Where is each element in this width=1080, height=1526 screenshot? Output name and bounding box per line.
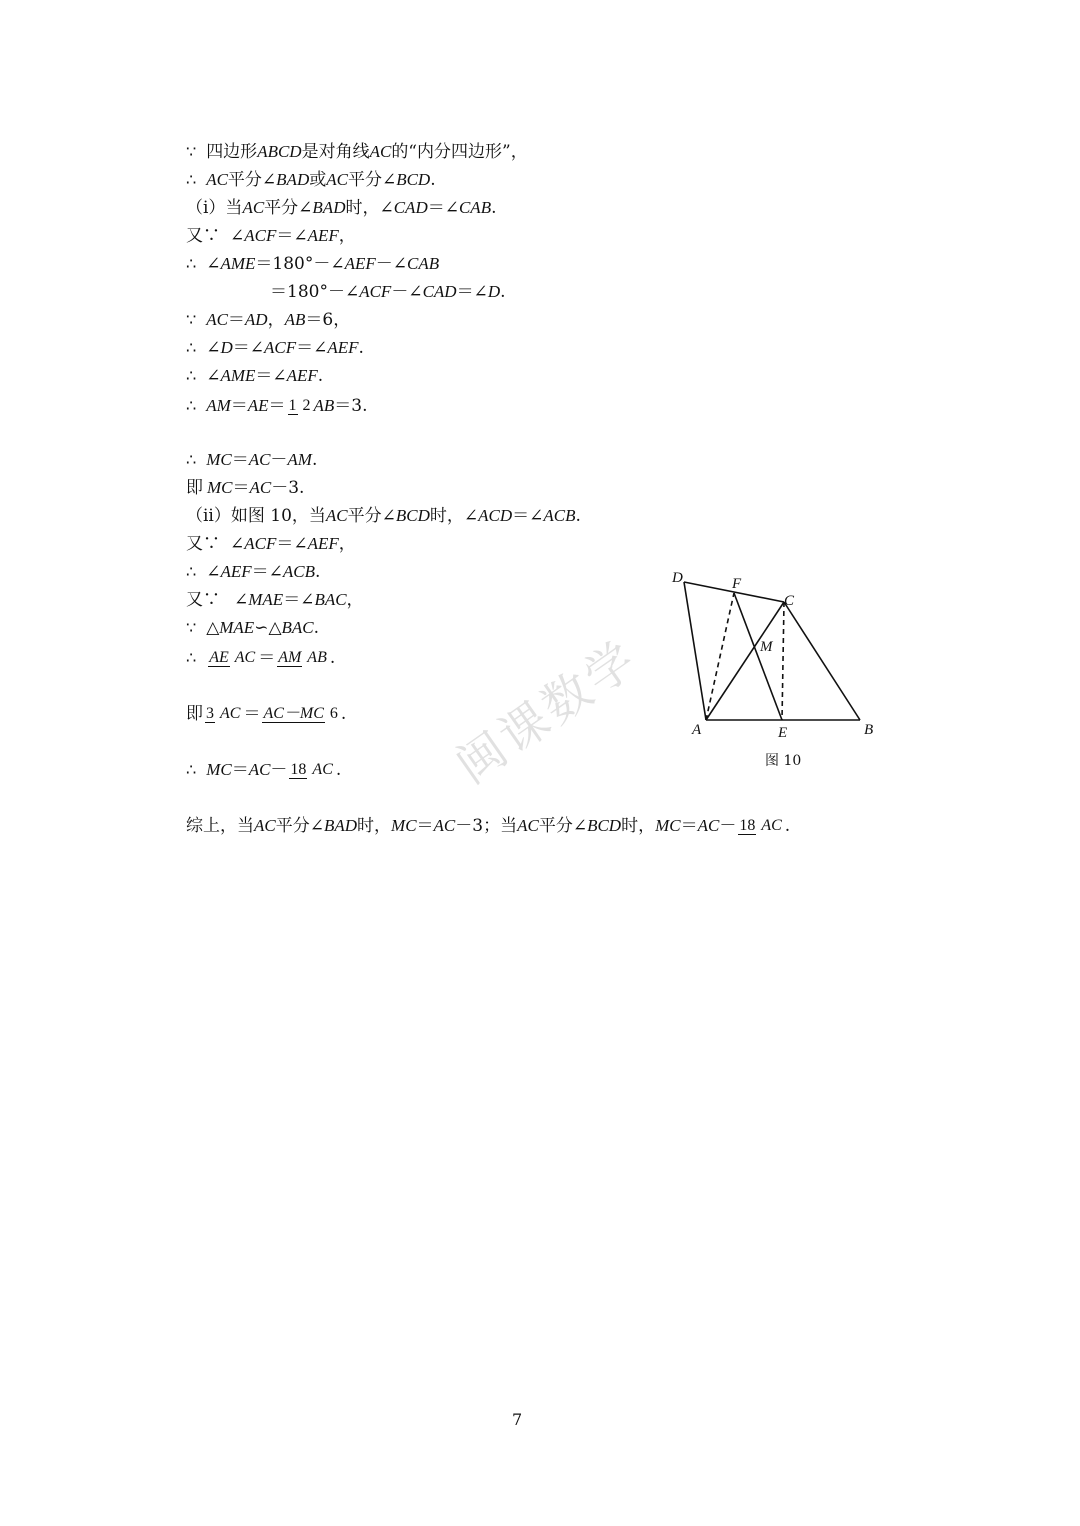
text: 又∵ xyxy=(186,590,220,610)
text: 平分∠ xyxy=(347,170,397,190)
fraction xyxy=(277,648,328,668)
fraction-denominator: 6 xyxy=(329,705,338,722)
math-var: AME xyxy=(220,366,256,385)
math-var: AC xyxy=(517,816,539,835)
proof-line-9 xyxy=(186,366,323,386)
dashed-segment-AF xyxy=(706,593,734,720)
text: ＝∠ xyxy=(296,338,328,358)
fraction-denominator: AC xyxy=(761,817,782,834)
text: －3；当 xyxy=(455,816,518,836)
fraction-denominator: 2 xyxy=(302,397,311,414)
proof-line-13 xyxy=(186,506,581,526)
therefore-symbol: ∴ xyxy=(186,396,197,415)
text: ， xyxy=(346,590,364,610)
text: ＝ xyxy=(268,396,286,416)
text: 平分∠ xyxy=(264,198,313,218)
text: . xyxy=(491,198,497,218)
text: 时， xyxy=(621,816,656,836)
text: . xyxy=(575,506,581,526)
math-var: D xyxy=(487,282,501,301)
text: . xyxy=(358,338,364,358)
math-var: BCD xyxy=(396,170,431,189)
math-var: ACF xyxy=(244,534,277,553)
proof-line-18 xyxy=(186,648,335,668)
text: ＝∠ xyxy=(427,198,459,218)
math-var: AC xyxy=(242,198,265,217)
watermark-text: 闽课数学 xyxy=(446,629,649,795)
math-var: AEF xyxy=(220,562,252,581)
text: . xyxy=(314,562,321,582)
text: ＝∠ xyxy=(283,590,315,610)
text: 四边形 xyxy=(206,142,258,162)
fraction-numerator: AE xyxy=(209,649,229,666)
because-symbol: ∵ xyxy=(186,618,197,637)
text: －∠ xyxy=(375,254,407,274)
text: ＝180°－∠ xyxy=(270,282,360,302)
text: ＝ xyxy=(680,816,698,836)
therefore-symbol: ∴ xyxy=(186,760,197,779)
text: ， xyxy=(338,534,356,554)
math-var: MC xyxy=(655,816,681,835)
proof-line-17 xyxy=(186,618,319,638)
text: 时，∠ xyxy=(429,506,479,526)
text: ＝ xyxy=(243,704,261,724)
math-var: AC xyxy=(369,142,392,161)
math-var: CAB xyxy=(458,198,492,217)
fraction xyxy=(738,816,782,836)
text: ＝∠ xyxy=(276,534,308,554)
proof-line-8 xyxy=(186,338,364,358)
point-label-D: D xyxy=(672,570,683,586)
fraction-numerator: 1 xyxy=(288,397,297,414)
figure-caption: 图 10 xyxy=(765,753,802,769)
text: . xyxy=(329,648,336,668)
fraction-denominator: AC xyxy=(312,761,333,778)
math-var: MC xyxy=(207,478,233,497)
text: 平分∠ xyxy=(347,506,396,526)
text: ＝ xyxy=(258,648,276,668)
math-var: MC xyxy=(206,450,232,469)
text: ＝∠ xyxy=(456,282,488,302)
math-var: ACF xyxy=(244,226,277,245)
math-var: BCD xyxy=(395,506,430,525)
math-var: AEF xyxy=(327,338,359,357)
math-var: AC xyxy=(325,506,348,525)
text: 即 xyxy=(186,704,203,724)
page-number: 7 xyxy=(512,1410,523,1429)
math-var: AC xyxy=(248,760,271,779)
proof-line-7 xyxy=(186,310,350,330)
text: ∠ xyxy=(206,366,221,386)
fraction xyxy=(288,396,312,416)
geometry-figure xyxy=(660,560,890,780)
math-var: AC xyxy=(697,816,720,835)
point-label-C: C xyxy=(784,593,795,609)
point-label-M: M xyxy=(760,639,773,655)
point-label-A: A xyxy=(692,722,702,738)
fraction-numerator: 18 xyxy=(739,817,756,834)
proof-line-5 xyxy=(186,254,439,274)
math-var: ACB xyxy=(543,506,576,525)
math-var: ACB xyxy=(282,562,315,581)
text: ， xyxy=(267,310,285,330)
math-var: BAC xyxy=(314,590,347,609)
text: －∠ xyxy=(391,282,423,302)
math-var: ACF xyxy=(359,282,392,301)
math-var: AEF xyxy=(307,226,339,245)
point-label-B: B xyxy=(864,722,874,738)
segment-AC xyxy=(706,602,784,720)
fraction xyxy=(262,704,338,724)
text: . xyxy=(335,760,342,780)
math-var: AB xyxy=(284,310,306,329)
math-var: BAC xyxy=(281,618,314,637)
math-var: ACD xyxy=(478,506,513,525)
text: . xyxy=(500,282,506,302)
because-symbol: ∵ xyxy=(186,310,197,329)
math-var: D xyxy=(220,338,233,357)
therefore-symbol: ∴ xyxy=(186,338,197,357)
math-var: AM xyxy=(206,396,231,415)
proof-line-19 xyxy=(186,704,346,724)
math-var: AC xyxy=(433,816,456,835)
proof-line-10 xyxy=(186,396,368,416)
text: － xyxy=(719,816,737,836)
text: . xyxy=(430,170,436,190)
math-var: BAD xyxy=(276,170,310,189)
math-var: ABCD xyxy=(257,142,302,161)
fraction xyxy=(289,760,333,780)
fraction-numerator: 3 xyxy=(206,705,214,722)
text: ＝ xyxy=(416,816,434,836)
math-var: CAD xyxy=(422,282,457,301)
text: ＝ xyxy=(231,760,249,780)
because-symbol: ∵ xyxy=(186,142,197,161)
text: ＝ xyxy=(230,396,248,416)
proof-line-16 xyxy=(186,590,364,610)
text: 平分∠ xyxy=(227,170,277,190)
math-var: AC xyxy=(254,816,276,835)
text: 又∵ xyxy=(186,534,220,554)
text: 时， xyxy=(357,816,392,836)
math-var: AEF xyxy=(344,254,376,273)
text: ＝∠ xyxy=(232,338,264,358)
math-var: BCD xyxy=(587,816,622,835)
math-var: AC xyxy=(326,170,348,189)
fraction-numerator: AM xyxy=(278,649,302,666)
text: . xyxy=(317,366,324,386)
text: ∠ xyxy=(230,534,245,554)
math-var: AM xyxy=(287,450,312,469)
text: 即 xyxy=(186,478,203,498)
text: －3. xyxy=(271,478,305,498)
text: － xyxy=(270,760,288,780)
therefore-symbol: ∴ xyxy=(186,648,197,667)
text: ＝∠ xyxy=(512,506,544,526)
text: 时，∠ xyxy=(345,198,394,218)
text: ∠ xyxy=(206,254,221,274)
math-var: MC xyxy=(391,816,417,835)
math-var: MC xyxy=(206,760,232,779)
math-var: AC xyxy=(206,310,228,329)
text: ∽△ xyxy=(254,618,282,638)
point-label-E: E xyxy=(778,725,788,741)
text: ∠ xyxy=(234,590,249,610)
proof-line-2 xyxy=(186,170,436,190)
dashed-segment-CE xyxy=(782,602,784,720)
text: 是对角线 xyxy=(301,142,370,162)
segment-CB xyxy=(784,602,860,720)
proof-line-3 xyxy=(186,198,496,218)
math-var: CAB xyxy=(406,254,440,273)
text: ＝180°－∠ xyxy=(255,254,345,274)
math-var: AEF xyxy=(286,366,318,385)
fraction-numerator: 18 xyxy=(290,761,307,778)
math-var: AE xyxy=(247,396,269,415)
proof-line-11 xyxy=(186,450,317,470)
text: ， xyxy=(338,226,356,246)
math-var: MAE xyxy=(248,590,284,609)
math-var: BAD xyxy=(323,816,358,835)
text: ＝∠ xyxy=(251,562,283,582)
therefore-symbol: ∴ xyxy=(186,170,197,189)
math-var: AC xyxy=(206,170,228,189)
math-var: AD xyxy=(244,310,268,329)
text: ＝ xyxy=(231,450,249,470)
text: 或 xyxy=(309,170,327,190)
math-var: ACF xyxy=(263,338,297,357)
proof-line-15 xyxy=(186,562,320,582)
proof-line-4 xyxy=(186,226,356,246)
text: . xyxy=(784,816,791,836)
fraction xyxy=(208,648,256,668)
math-var: BAD xyxy=(312,198,346,217)
text: ∠ xyxy=(206,338,221,358)
fraction-numerator: AC－MC xyxy=(263,705,324,722)
text: （ii）如图 10，当 xyxy=(186,506,326,526)
text: － xyxy=(270,450,288,470)
math-var: CAD xyxy=(393,198,428,217)
segment-DA xyxy=(684,582,706,720)
text: . xyxy=(311,450,318,470)
therefore-symbol: ∴ xyxy=(186,562,197,581)
text: ＝ xyxy=(227,310,245,330)
math-var: MAE xyxy=(219,618,255,637)
text: ＝ xyxy=(232,478,250,498)
therefore-symbol: ∴ xyxy=(186,450,197,469)
proof-line-20 xyxy=(186,760,341,780)
text: . xyxy=(313,618,320,638)
text: 综上，当 xyxy=(186,816,254,836)
text: . xyxy=(340,704,347,724)
math-var: AB xyxy=(313,396,335,415)
text: 平分∠ xyxy=(275,816,324,836)
text: △ xyxy=(206,618,220,638)
text: （i）当 xyxy=(186,198,243,218)
fraction xyxy=(205,704,241,724)
text: 的“内分四边形”， xyxy=(391,142,528,162)
point-label-F: F xyxy=(732,576,742,592)
fraction-denominator: AC xyxy=(234,649,256,666)
text: ＝6， xyxy=(305,310,351,330)
text: ∠ xyxy=(230,226,245,246)
fraction-denominator: AB xyxy=(307,649,327,666)
fraction-denominator: AC xyxy=(220,705,241,722)
proof-line-6 xyxy=(270,282,506,302)
text: 又∵ xyxy=(186,226,220,246)
proof-line-1 xyxy=(186,142,528,162)
math-var: AC xyxy=(248,450,271,469)
proof-conclusion xyxy=(186,816,790,836)
therefore-symbol: ∴ xyxy=(186,254,197,273)
text: ∠ xyxy=(206,562,221,582)
therefore-symbol: ∴ xyxy=(186,366,197,385)
segment-FE xyxy=(734,593,782,720)
text: ＝∠ xyxy=(255,366,287,386)
text: ＝∠ xyxy=(276,226,308,246)
math-var: AEF xyxy=(307,534,339,553)
text: ＝3. xyxy=(334,396,368,416)
proof-line-12 xyxy=(186,478,304,498)
proof-line-14 xyxy=(186,534,356,554)
math-var: AC xyxy=(249,478,272,497)
math-var: AME xyxy=(220,254,256,273)
text: 平分∠ xyxy=(538,816,588,836)
